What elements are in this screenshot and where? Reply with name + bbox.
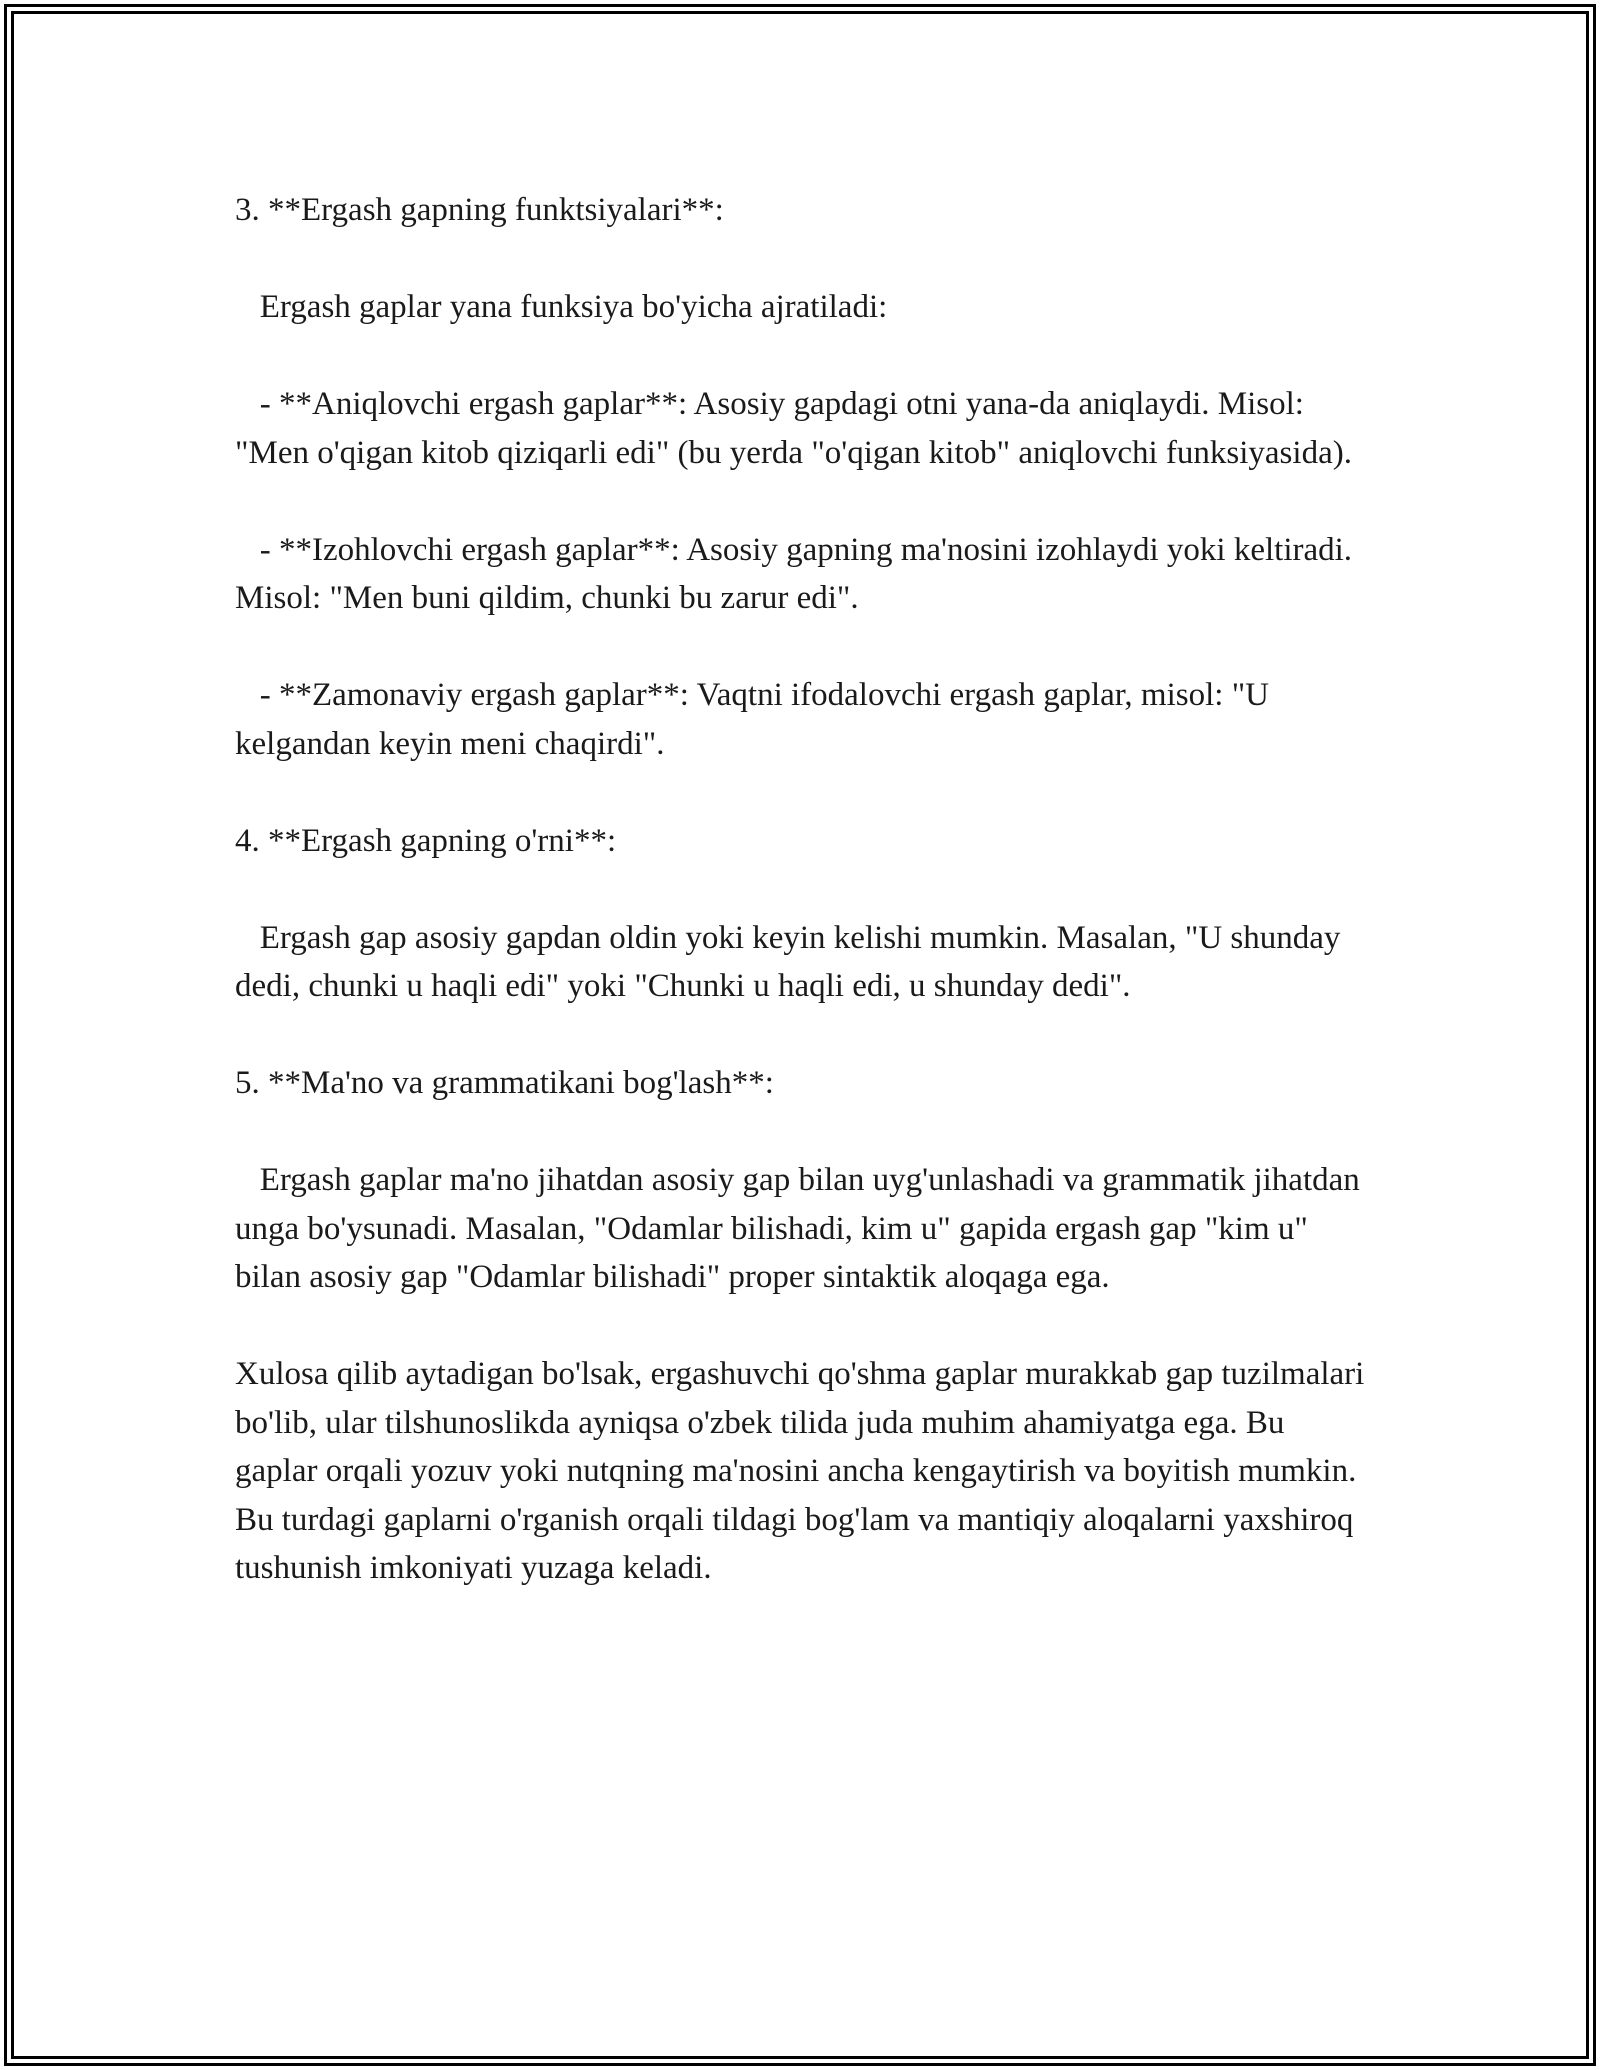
paragraph-conclusion: Xulosa qilib aytadigan bo'lsak, ergashuvchi qo'shma gaplar murakkab gap tuzilmalari bo'lib, ular tilshunoslikda ayniqsa o'zbek tilida juda muhim ahamiyatga ega. Bu gaplar orqali yozuv yoki nutqning ma'nosini ancha kengaytirish va boyitish mumkin. Bu turdagi gaplarni o'rganish orqali tildagi bog'lam va mantiqiy aloqalarni yaxshiroq tushunish imkoniyati yuzaga keladi. — [235, 1356, 1373, 1586]
paragraph-meaning-grammar: Ergash gaplar ma'no jihatdan asosiy gap bilan uyg'unlashadi va grammatik jihatdan unga bo'ysunadi. Masalan, "Odamlar bilishadi, kim u" gapida ergash gap "kim u" bilan asosiy gap "Odamlar bilishadi" proper sintaktik aloqaga ega. — [235, 1162, 1369, 1295]
list-item-zamonaviy: - **Zamonaviy ergash gaplar**: Vaqtni ifodalovchi ergash gaplar, misol: "U kelgandan keyin meni chaqirdi". — [235, 677, 1278, 762]
list-item-aniqlovchi: - **Aniqlovchi ergash gaplar**: Asosiy gapdagi otni yana-da aniqlaydi. Misol: "Men o'qigan kitob qiziqarli edi" (bu yerda "o'qigan kitob" aniqlovchi funksiyasida). — [235, 386, 1352, 471]
document-body — [235, 186, 1375, 1593]
paragraph-functions-intro: Ergash gaplar yana funksiya bo'yicha ajratiladi: — [235, 289, 888, 325]
paragraph-position: Ergash gap asosiy gapdan oldin yoki keyin kelishi mumkin. Masalan, "U shunday dedi, chunki u haqli edi" yoki "Chunki u haqli edi, u shunday dedi". — [235, 919, 1349, 1004]
section-heading-position: 4. **Ergash gapning o'rni**: — [235, 822, 617, 859]
section-heading-meaning-grammar: 5. **Ma'no va grammatikani bog'lash**: — [235, 1065, 774, 1101]
list-item-izohlovchi: - **Izohlovchi ergash gaplar**: Asosiy gapning ma'nosini izohlaydi yoki keltiradi. Misol: "Men buni qildim, chunki bu zarur edi". — [235, 531, 1361, 616]
section-heading-functions: 3. **Ergash gapning funktsiyalari**: — [235, 192, 724, 228]
